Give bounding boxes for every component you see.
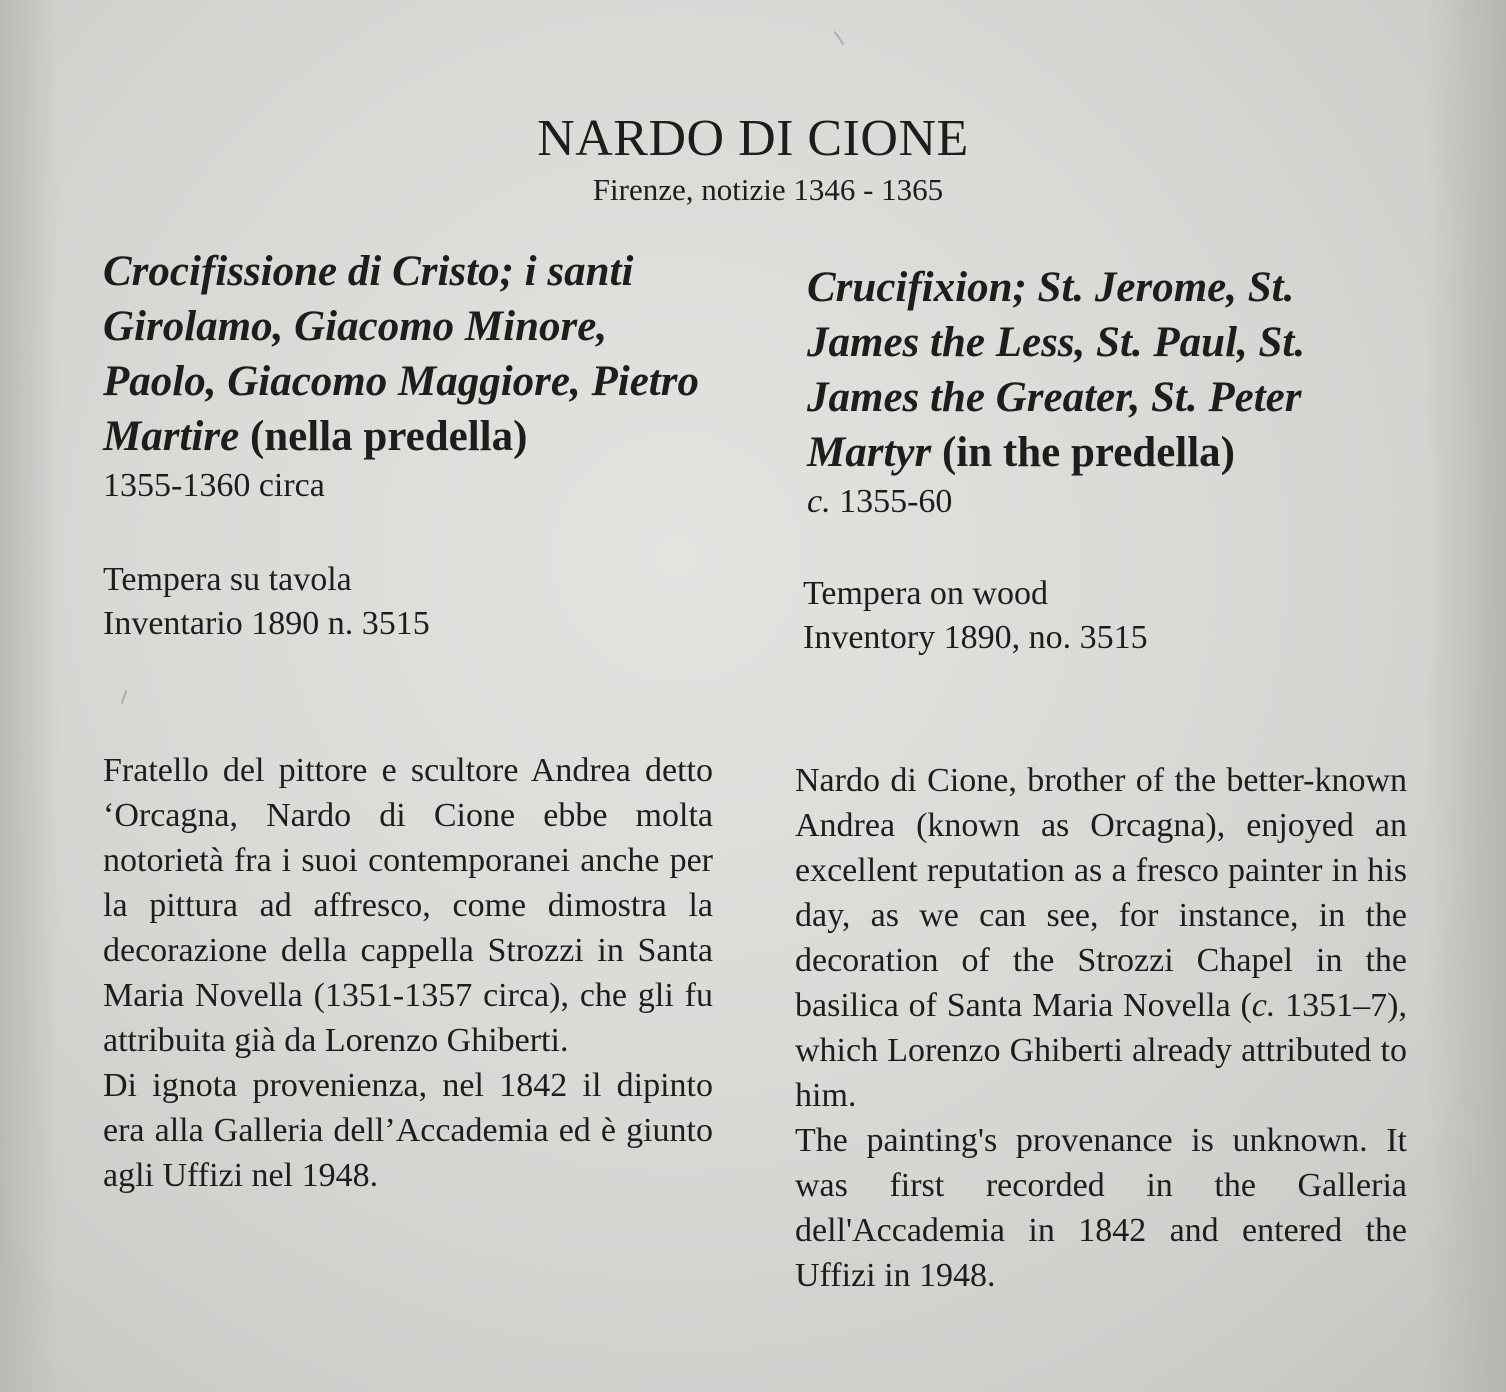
- artwork-title-english: [807, 260, 1367, 480]
- circa-abbreviation: c.: [1251, 987, 1276, 1024]
- surface-scratch: [834, 31, 845, 45]
- english-technical: [803, 572, 1415, 660]
- paragraph-english-1-end: 1351–7), which Lorenzo Ghiberti already attributed to him.: [795, 987, 1407, 1114]
- date-prefix: c.: [807, 483, 831, 520]
- paragraph-english-1-start: Nardo di Cione, brother of the better-known Andrea (known as Orcagna), enjoyed an excellent reputation as a fresco painter in his day, as we can see, for instance, in the decoration of the Strozzi Chapel in the basilica of Santa Maria Novella (: [795, 762, 1407, 1024]
- paragraph-italian-2: Di ignota provenienza, nel 1842 il dipinto era alla Galleria dell’Accademia ed è giunto agli Uffizi nel 1948.: [103, 1067, 713, 1194]
- artist-dates: Firenze, notizie 1346 - 1365: [592, 172, 944, 207]
- surface-scratch: [121, 690, 128, 704]
- italian-technical: [103, 558, 713, 646]
- artwork-date-italian: 1355-1360 circa: [103, 467, 325, 504]
- title-plain-part: (in the predella): [931, 429, 1236, 476]
- inventory-english: Inventory 1890, no. 3515: [803, 619, 1148, 656]
- description-italian: [103, 748, 713, 1198]
- medium-italian: Tempera su tavola: [103, 561, 352, 598]
- artist-name: NARDO DI CIONE: [537, 110, 969, 167]
- title-italic-part: Crocifissione di Cristo; i santi Girolamo, Giacomo Minore, Paolo, Giacomo Maggiore, Pietro Martire: [103, 248, 699, 460]
- artwork-date-english: [807, 480, 1367, 524]
- title-plain-part: (nella predella): [239, 413, 528, 460]
- paragraph-italian-1: Fratello del pittore e scultore Andrea detto ‘Orcagna, Nardo di Cione ebbe molta notorietà fra i suoi contemporanei anche per la pittura ad affresco, come dimostra la decorazione della cappella Strozzi in Santa Maria Novella (1351-1357 circa), che gli fu attribuita già da Lorenzo Ghiberti.: [103, 752, 713, 1059]
- paragraph-english-1: [795, 758, 1407, 1118]
- italian-column: [103, 244, 713, 508]
- artwork-title-italian: [103, 244, 713, 464]
- english-column: [807, 260, 1367, 524]
- description-english: [795, 758, 1407, 1298]
- paragraph-english-2: The painting's provenance is unknown. It was first recorded in the Galleria dell'Accademia in 1842 and entered the Uffizi in 1948.: [795, 1122, 1407, 1294]
- inventory-italian: Inventario 1890 n. 3515: [103, 605, 430, 642]
- title-italic-part: Crucifixion; St. Jerome, St. James the Less, St. Paul, St. James the Greater, St. Peter Martyr: [807, 264, 1306, 476]
- date-value: 1355-60: [830, 483, 953, 520]
- medium-english: Tempera on wood: [803, 575, 1048, 612]
